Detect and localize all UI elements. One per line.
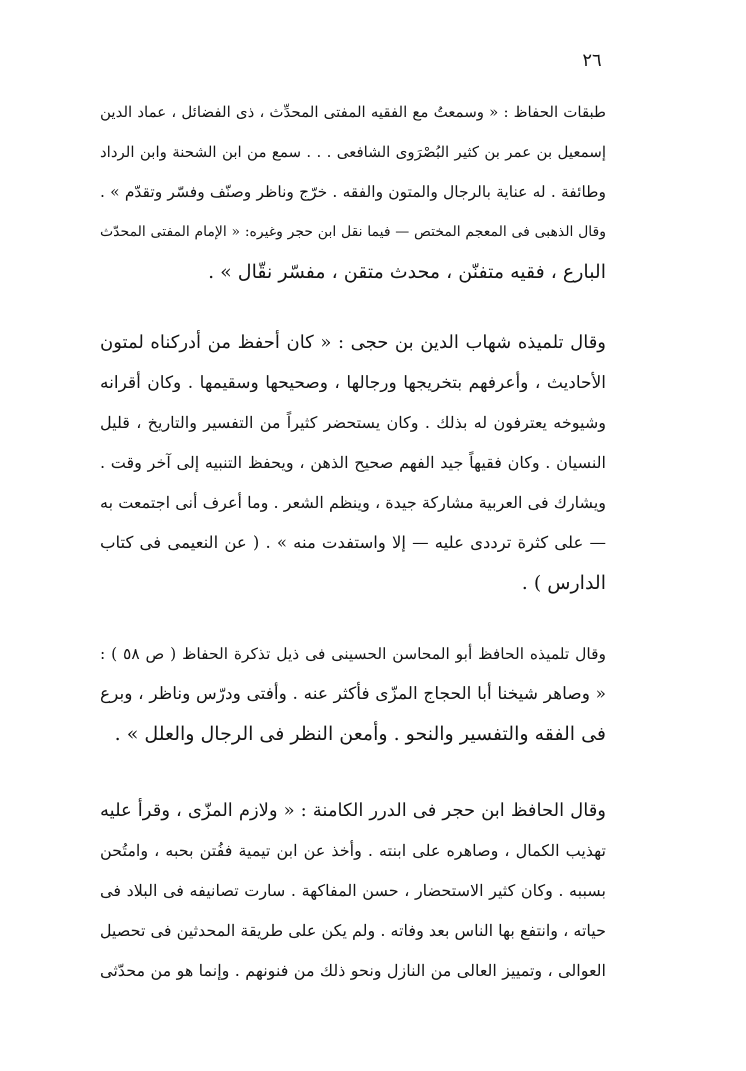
paragraph-3-line-3: فى الفقه والتفسير والنحو . وأمعن النظر فى الرجال والعلل » . xyxy=(114,723,606,745)
paragraph-3-line-1: وقال تلميذه الحافظ أبو المحاسن الحسينى فى ذيل تذكرة الحفاظ ( ص ٥٨ ) : xyxy=(100,645,606,663)
paragraph-4-line-3: بسببه . وكان كثير الاستحضار ، حسن المفاكهة . سارت تصانيفه فى البلاد فى xyxy=(100,881,606,900)
page-number: ٢٦ xyxy=(582,50,602,71)
paragraph-2-line-7: الدارس ) . xyxy=(521,572,606,594)
paragraph-4-line-4: حياته ، وانتفع بها الناس بعد وفاته . ولم يكن على طريقة المحدثين فى تحصيل xyxy=(99,921,606,940)
paragraph-1-line-5: البارع ، فقيه متفنّن ، محدث متقن ، مفسّر نقّال » . xyxy=(208,261,606,283)
paragraph-2-line-6: — على كثرة ترددى عليه — إلا واستفدت منه » . ( عن النعيمى فى كتاب xyxy=(100,533,606,552)
paragraph-2-line-5: ويشارك فى العربية مشاركة جيدة ، وينظم الشعر . وما أعرف أنى اجتمعت به xyxy=(100,493,606,512)
paragraph-2-line-3: وشيوخه يعترفون له بذلك . وكان يستحضر كثيراً من التفسير والتاريخ ، قليل xyxy=(100,413,606,432)
paragraph-3-line-2: « وصاهر شيخنا أبا الحجاج المزّى فأكثر عنه . وأفتى ودرّس وناظر ، وبرع xyxy=(100,684,606,704)
paragraph-4-line-5: العوالى ، وتمييز العالى من النازل ونحو ذلك من فنونهم . وإنما هو من محدّثى xyxy=(100,961,606,980)
paragraph-4-line-2: تهذيب الكمال ، وصاهره على ابنته . وأخذ عن ابن تيمية ففُتن بحبه ، وامتُحن xyxy=(100,841,606,860)
paragraph-1-line-4: وقال الذهبى فى المعجم المختص — فيما نقل ابن حجر وغيره: « الإمام المفتى المحدّث xyxy=(100,224,606,240)
paragraph-2-line-1: وقال تلميذه شهاب الدين بن حجى : « كان أحفظ من أدركناه لمتون xyxy=(100,332,606,353)
paragraph-1-line-1: طبقات الحفاظ : « وسمعتُ مع الفقيه المفتى المحدِّث ، ذى الفضائل ، عماد الدين xyxy=(100,103,606,121)
paragraph-4-line-1: وقال الحافظ ابن حجر فى الدرر الكامنة : « ولازم المزّى ، وقرأ عليه xyxy=(100,800,606,821)
paragraph-1-line-3: وطائفة . له عناية بالرجال والمتون والفقه . خرّج وناظر وصنّف وفسّر وتقدّم » . xyxy=(100,183,606,201)
paragraph-2-line-4: النسيان . وكان فقيهاً جيد الفهم صحيح الذهن ، ويحفظ التنبيه إلى آخر وقت . xyxy=(100,453,606,472)
paragraph-1-line-2: إسمعيل بن عمر بن كثير البُصْرَوى الشافعى . . . سمع من ابن الشحنة وابن الرداد xyxy=(100,143,606,161)
paragraph-2-line-2: الأحاديث ، وأعرفهم بتخريجها ورجالها ، وصحيحها وسقيمها . وكان أقرانه xyxy=(100,373,606,393)
